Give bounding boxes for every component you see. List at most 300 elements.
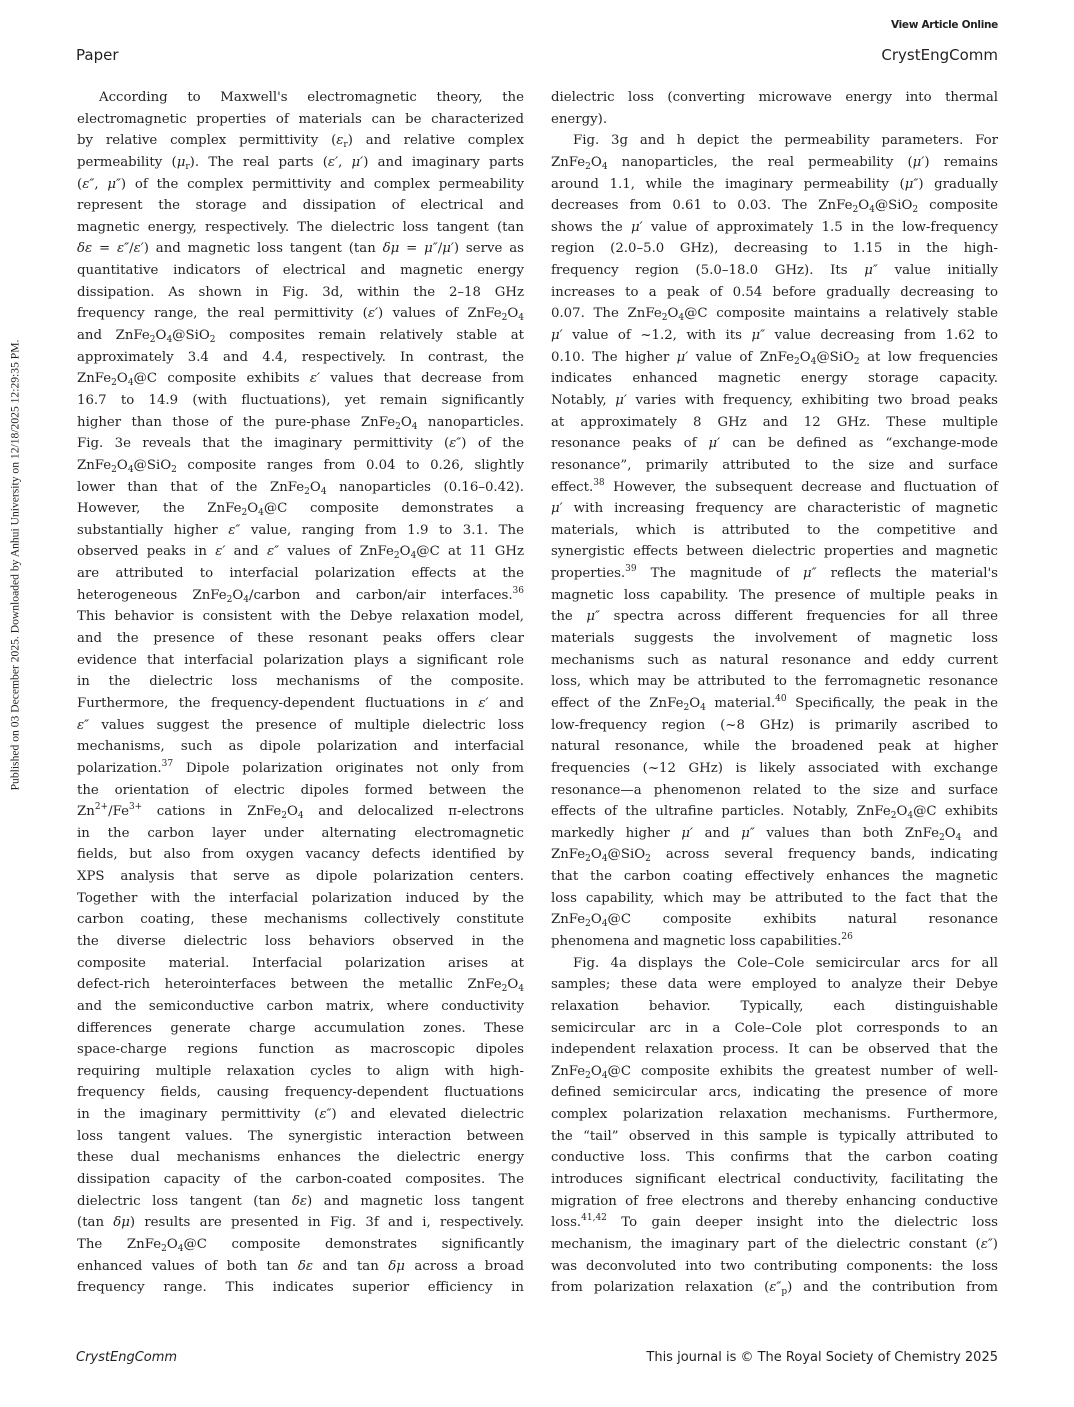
text-line — [77, 412, 524, 434]
text-run: values of ZnFe — [279, 544, 394, 560]
superscript[interactable]: 37 — [161, 758, 174, 769]
text-run: magnetic energy, respectively. The dielectric loss tangent (tan — [77, 219, 524, 235]
text-run: varies with frequency, exhibiting two broad peaks — [626, 392, 998, 408]
text-run: ) and the contribution from — [787, 1280, 998, 1296]
text-run: dissipation capacity of the carbon-coated composites. The — [77, 1172, 524, 1188]
text-run: Together with the interfacial polarization induced by the — [77, 890, 524, 906]
text-run: and the semiconductive carbon matrix, where conductivity — [77, 998, 524, 1014]
text-run: and — [488, 695, 524, 711]
text-line — [551, 1212, 998, 1234]
subscript: 4 — [297, 811, 304, 822]
text-run: The ZnFe — [77, 1236, 162, 1252]
text-run: are attributed to interfacial polarization effects at the — [77, 566, 524, 582]
subscript: 2 — [111, 378, 117, 389]
text-run: values suggest the presence of multiple dielectric loss — [89, 717, 524, 733]
math-symbol: μ″ — [751, 328, 766, 344]
text-line — [551, 282, 998, 304]
text-run: and — [225, 544, 267, 560]
text-run: O — [858, 198, 870, 214]
text-line — [551, 974, 998, 996]
text-run: @SiO — [172, 328, 210, 344]
superscript[interactable]: 40 — [775, 693, 787, 704]
text-run: @C composite exhibits — [133, 371, 310, 387]
text-run: loss tangent values. The synergistic interaction between — [77, 1128, 524, 1144]
text-line — [551, 368, 998, 390]
text-line — [551, 325, 998, 347]
text-run: O — [247, 501, 259, 517]
subscript: 2 — [226, 594, 233, 605]
subscript: 2 — [209, 335, 216, 346]
text-line — [551, 1234, 998, 1256]
text-line — [77, 909, 524, 931]
math-symbol: μ″ — [586, 609, 601, 625]
subscript: 4 — [955, 832, 962, 843]
text-run: these dual mechanisms enhances the dielectric energy — [77, 1150, 524, 1166]
text-line — [551, 844, 998, 866]
text-run: Notably, — [551, 392, 616, 408]
subscript: 4 — [601, 1070, 608, 1081]
text-run: observed peaks in — [77, 544, 216, 560]
text-run: ) gradually — [918, 176, 998, 192]
text-run: However, the subsequent decrease and fluctuation of — [604, 479, 998, 495]
text-run: dielectric loss (converting microwave energy into thermal — [551, 90, 998, 105]
text-line — [551, 238, 998, 260]
text-line — [77, 715, 524, 737]
subscript: 4 — [127, 464, 134, 475]
text-run: shows the — [551, 219, 632, 235]
text-run: fields, but also from oxygen vacancy defects identified by — [77, 847, 524, 863]
text-run: values that decrease from — [320, 371, 524, 387]
text-run: nanoparticles, the real permeability ( — [607, 154, 913, 170]
footer-journal-name: CrystEngComm — [76, 1350, 178, 1365]
math-symbol: ε″ — [228, 522, 241, 538]
text-line — [551, 1169, 998, 1191]
text-run: samples; these data were employed to analyze their Debye — [551, 977, 998, 993]
math-symbol: μ″ — [864, 263, 878, 279]
text-line — [77, 1277, 524, 1299]
text-run: across a broad — [404, 1258, 524, 1274]
text-run: ZnFe — [551, 847, 586, 863]
subscript: 2 — [241, 508, 248, 519]
text-line — [551, 628, 998, 650]
text-run: material. — [705, 695, 776, 711]
superscript[interactable]: 41,42 — [581, 1213, 607, 1224]
text-run: value decreasing from 1.62 to — [765, 328, 998, 344]
text-line — [551, 823, 998, 845]
text-column-right — [551, 87, 998, 1299]
subscript: r — [343, 140, 348, 151]
text-run: relaxation behavior. Typically, each distinguishable — [551, 998, 998, 1014]
text-run: ) serve as — [453, 241, 524, 257]
math-symbol: μ″ — [904, 176, 919, 192]
text-run: quantitative indicators of electrical and magnetic energy — [77, 263, 524, 279]
subscript: 2 — [645, 854, 651, 865]
text-run: composite ranges from 0.04 to 0.26, slightly — [176, 457, 524, 473]
text-line — [77, 325, 524, 347]
subscript: 4 — [907, 811, 914, 822]
text-line — [551, 1039, 998, 1061]
subscript: 2 — [939, 832, 945, 843]
text-run: spectra across different frequencies for all three — [600, 609, 998, 625]
text-run: O — [667, 306, 679, 322]
text-run: value initially — [877, 263, 998, 279]
text-run: that the carbon coating effectively enhances the magnetic — [551, 869, 998, 885]
math-symbol: δμ — [382, 241, 400, 257]
text-run: ) and magnetic loss tangent (tan — [143, 241, 383, 257]
text-line — [77, 974, 524, 996]
journal-name-header: CrystEngComm — [881, 46, 998, 64]
text-column-left — [77, 87, 524, 1299]
text-run: defect-rich heterointerfaces between the metallic ZnFe — [77, 977, 502, 993]
text-run: phenomena and magnetic loss capabilities. — [551, 933, 842, 949]
text-run: differences generate charge accumulation zones. These — [77, 1020, 524, 1036]
text-line — [77, 1191, 524, 1213]
text-run: Fig. 4a displays the Cole–Cole semicircular arcs for all — [573, 955, 998, 971]
text-run: polarization. — [77, 760, 162, 776]
text-run: / — [129, 241, 134, 257]
text-run: @C at 11 GHz — [416, 544, 524, 560]
text-line — [551, 715, 998, 737]
text-run: ) and magnetic loss tangent — [307, 1193, 524, 1209]
text-line — [551, 1061, 998, 1083]
text-line — [77, 931, 524, 953]
subscript: 2 — [395, 421, 401, 432]
text-run: ZnFe — [551, 1063, 586, 1079]
text-line — [77, 477, 524, 499]
subscript: 4 — [601, 854, 608, 865]
text-line — [551, 455, 998, 477]
text-run: frequency fields, causing frequency-dependent fluctuations — [77, 1085, 524, 1101]
text-line — [77, 866, 524, 888]
text-run: reflects the material's — [816, 566, 998, 582]
text-run: @C exhibits — [913, 804, 998, 820]
text-run: in the dielectric loss mechanisms of the composite. — [77, 674, 524, 690]
superscript[interactable]: 26 — [841, 931, 853, 942]
text-line — [551, 303, 998, 325]
text-line — [551, 780, 998, 802]
math-symbol: δε — [291, 1193, 308, 1209]
text-run: value of ZnFe — [688, 349, 794, 365]
text-run: @C composite demonstrates a — [263, 501, 524, 517]
text-run: O — [944, 825, 956, 841]
text-run: enhanced values of both tan — [77, 1258, 298, 1274]
subscript: 4 — [869, 205, 875, 216]
math-symbol: ε″ — [117, 241, 130, 257]
superscript[interactable]: 36 — [512, 585, 524, 596]
text-run: natural resonance, while the broadened peak at higher — [551, 739, 998, 755]
subscript: 4 — [320, 486, 327, 497]
subscript: 4 — [700, 702, 706, 713]
text-line — [77, 152, 524, 174]
math-symbol: μ′ — [351, 154, 364, 170]
subscript: 2 — [585, 854, 591, 865]
view-article-online-link[interactable]: View Article Online — [890, 19, 998, 31]
math-symbol: μ′ — [631, 219, 643, 235]
text-line — [551, 109, 998, 131]
text-run: effects of the ultrafine particles. Notably, ZnFe — [551, 804, 891, 820]
text-run: O — [399, 544, 411, 560]
text-run: /carbon and carbon/air interfaces. — [249, 587, 513, 603]
text-line — [77, 736, 524, 758]
superscript[interactable]: 2+ — [94, 802, 109, 813]
subscript: 2 — [683, 702, 690, 713]
text-line — [551, 650, 998, 672]
subscript: p — [781, 1287, 788, 1298]
subscript: 4 — [166, 335, 173, 346]
text-run: dissipation. As shown in Fig. 3d, within the 2–18 GHz — [77, 284, 524, 300]
footer-copyright: This journal is © The Royal Society of Chemistry 2025 — [646, 1350, 998, 1365]
math-symbol: ε″ — [449, 436, 462, 452]
math-symbol: ε′ — [215, 544, 226, 560]
text-run: ) remains — [924, 154, 998, 170]
math-symbol: ε″ — [266, 544, 280, 560]
text-run: indicates enhanced magnetic energy storage capacity. — [551, 371, 998, 387]
text-line — [77, 844, 524, 866]
text-line — [551, 801, 998, 823]
text-run: O — [896, 804, 908, 820]
text-run: space-charge regions function as macroscopic dipoles — [77, 1042, 524, 1058]
superscript[interactable]: 3+ — [128, 802, 143, 813]
text-run: ZnFe — [551, 912, 586, 928]
math-symbol: ε″ — [980, 1236, 993, 1252]
text-run: frequency range, the real permittivity ( — [77, 306, 368, 322]
text-line — [77, 238, 524, 260]
text-run: region (2.0–5.0 GHz), decreasing to 1.15 in the high- — [551, 241, 998, 257]
superscript[interactable]: 38 — [593, 477, 605, 488]
math-symbol: ε′ — [327, 154, 339, 170]
math-symbol: μ′ — [442, 241, 454, 257]
text-line — [77, 823, 524, 845]
math-symbol: δε — [297, 1258, 313, 1274]
text-line — [77, 563, 524, 585]
text-line — [551, 195, 998, 217]
text-run: properties. — [551, 566, 626, 582]
text-run: Furthermore, the frequency-dependent fluctuations in — [77, 695, 479, 711]
subscript: 2 — [171, 464, 177, 475]
text-run: resonance”, primarily attributed to the size and surface — [551, 457, 998, 473]
text-line — [551, 217, 998, 239]
text-run: the — [551, 609, 587, 625]
subscript: 4 — [518, 984, 524, 995]
text-run: / — [437, 241, 443, 257]
text-line — [77, 953, 524, 975]
text-run: and ZnFe — [77, 328, 150, 344]
text-run: (tan — [77, 1215, 114, 1231]
text-run: O — [799, 349, 811, 365]
math-symbol: μ — [176, 154, 186, 170]
text-run: markedly higher — [551, 825, 682, 841]
text-run: represent the storage and dissipation of electrical and — [77, 198, 524, 214]
text-run: @C composite exhibits the greatest number of well- — [607, 1063, 998, 1079]
text-run: , — [94, 176, 108, 192]
math-symbol: μ′ — [708, 436, 721, 452]
text-run: O — [155, 328, 167, 344]
subscript: 2 — [281, 811, 287, 822]
text-run: around 1.1, while the imaginary permeability ( — [551, 176, 905, 192]
text-run: substantially higher — [77, 522, 229, 538]
text-line — [77, 541, 524, 563]
subscript: 4 — [243, 594, 250, 605]
subscript: 4 — [127, 378, 134, 389]
subscript: 2 — [111, 464, 117, 475]
text-run: ) values of ZnFe — [378, 306, 502, 322]
text-line — [77, 606, 524, 628]
text-line — [77, 109, 524, 131]
text-run: low-frequency region (~8 GHz) is primarily ascribed to — [551, 717, 998, 733]
text-run: at approximately 8 GHz and 12 GHz. These multiple — [551, 414, 998, 430]
subscript: 2 — [661, 313, 668, 324]
text-line — [551, 477, 998, 499]
math-symbol: μ′ — [912, 154, 925, 170]
text-line — [551, 996, 998, 1018]
text-line — [77, 1104, 524, 1126]
subscript: 2 — [853, 356, 860, 367]
text-run: Dipole polarization originates not only from — [173, 760, 524, 776]
math-symbol: ε′ — [367, 306, 379, 322]
text-run: To gain deeper insight into the dielectric loss — [606, 1215, 998, 1231]
text-line — [77, 195, 524, 217]
text-run: carbon coating, these mechanisms collectively constitute — [77, 912, 524, 928]
subscript: 2 — [585, 1070, 591, 1081]
text-run: loss, which may be attributed to the ferromagnetic resonance — [551, 674, 998, 690]
text-run: This behavior is consistent with the Debye relaxation model, — [77, 609, 524, 625]
text-line — [551, 520, 998, 542]
subscript: 2 — [501, 984, 508, 995]
text-line — [77, 1018, 524, 1040]
text-line — [551, 174, 998, 196]
subscript: 4 — [810, 356, 817, 367]
text-line — [551, 412, 998, 434]
subscript: 4 — [177, 1243, 184, 1254]
text-line — [77, 87, 524, 109]
text-line — [77, 888, 524, 910]
text-line — [77, 433, 524, 455]
text-line — [551, 260, 998, 282]
text-run: loss capability, which may be attributed to the fact that the — [551, 890, 998, 906]
text-line — [551, 888, 998, 910]
text-line — [77, 130, 524, 152]
text-run: ) and imaginary parts — [363, 154, 524, 170]
text-run: and the presence of these resonant peaks offers clear — [77, 631, 524, 647]
text-line — [77, 693, 524, 715]
text-run: increases to a peak of 0.54 before gradually decreasing to — [551, 284, 998, 300]
text-run: O — [400, 414, 412, 430]
math-symbol: μ′ — [551, 501, 563, 517]
text-run: , — [338, 154, 352, 170]
text-line — [551, 1256, 998, 1278]
text-run: can be defined as “exchange-mode — [720, 436, 998, 452]
math-symbol: μ″ — [107, 176, 121, 192]
text-run: permeability ( — [77, 154, 177, 170]
text-run: @C composite maintains a relatively stable — [684, 306, 998, 322]
subscript: 2 — [890, 811, 897, 822]
text-line — [551, 390, 998, 412]
text-run: O — [590, 154, 602, 170]
subscript: r — [185, 161, 190, 172]
text-run: energy). — [551, 111, 608, 127]
text-line — [551, 87, 998, 109]
subscript: 4 — [601, 161, 608, 172]
math-symbol: δμ — [113, 1215, 130, 1231]
math-symbol: ε′ — [309, 371, 321, 387]
subscript: 2 — [793, 356, 800, 367]
text-run: O — [590, 847, 602, 863]
math-symbol: ε″ — [77, 717, 90, 733]
text-run: nanoparticles (0.16–0.42). — [326, 479, 524, 495]
text-run: nanoparticles. — [417, 414, 524, 430]
text-run: mechanism, the imaginary part of the dielectric constant ( — [551, 1236, 981, 1252]
subscript: 4 — [678, 313, 685, 324]
text-run: 0.10. The higher — [551, 349, 677, 365]
text-run: O — [507, 977, 519, 993]
text-run: O — [507, 306, 519, 322]
text-line — [77, 1212, 524, 1234]
text-run: The magnitude of — [636, 566, 803, 582]
text-run: defined semicircular arcs, indicating the presence of more — [551, 1085, 998, 1101]
text-line — [77, 1126, 524, 1148]
text-run: XPS analysis that serve as dipole polarization centers. — [77, 869, 524, 885]
text-line — [551, 433, 998, 455]
superscript[interactable]: 39 — [625, 564, 637, 575]
text-run: and — [693, 825, 742, 841]
text-run: 16.7 to 14.9 (with fluctuations), yet remain significantly — [77, 392, 524, 408]
text-line — [551, 1191, 998, 1213]
subscript: 2 — [585, 161, 591, 172]
text-line — [77, 780, 524, 802]
text-line — [551, 1126, 998, 1148]
text-run: migration of free electrons and thereby enhancing conductive — [551, 1193, 998, 1209]
text-run: decreases from 0.61 to 0.03. The ZnFe — [551, 198, 853, 214]
text-run: materials, which is attributed to the competitive and — [551, 522, 998, 538]
text-run: values than both ZnFe — [754, 825, 940, 841]
text-run: ) of the — [461, 436, 524, 452]
text-run: conductive loss. This confirms that the carbon coating — [551, 1150, 998, 1166]
subscript: 4 — [411, 421, 418, 432]
text-run: the “tail” observed in this sample is typically attributed to — [551, 1128, 998, 1144]
text-run: mechanisms such as natural resonance and eddy current — [551, 652, 998, 668]
text-run: resonance—a phenomenon related to the size and surface — [551, 782, 998, 798]
text-run: frequency range. This indicates superior efficiency in — [77, 1280, 524, 1296]
text-run: higher than those of the pure-phase ZnFe — [77, 414, 396, 430]
text-run: Fig. 3g and h depict the permeability parameters. For — [573, 133, 998, 149]
text-run: ZnFe — [77, 457, 112, 473]
text-line — [77, 801, 524, 823]
text-line — [77, 455, 524, 477]
text-run: evidence that interfacial polarization plays a significant role — [77, 652, 524, 668]
text-line — [551, 606, 998, 628]
math-symbol: ε″ — [82, 176, 95, 192]
text-run: O — [590, 912, 602, 928]
text-run: O — [116, 371, 128, 387]
text-run: ) results are presented in Fig. 3f and i, respectively. — [129, 1215, 525, 1231]
text-line — [551, 347, 998, 369]
text-run: ) — [992, 1236, 998, 1252]
text-run: across several frequency bands, indicating — [650, 847, 998, 863]
text-run: = — [92, 241, 117, 257]
text-run: O — [287, 804, 298, 820]
text-run: and delocalized π-electrons — [303, 804, 524, 820]
text-run: O — [232, 587, 244, 603]
subscript: 2 — [161, 1243, 167, 1254]
text-line — [77, 1039, 524, 1061]
text-line — [551, 1277, 998, 1299]
text-line — [77, 1147, 524, 1169]
text-line — [77, 1082, 524, 1104]
text-run: magnetic loss capability. The presence of multiple peaks in — [551, 587, 998, 603]
text-line — [77, 390, 524, 412]
text-run: However, the ZnFe — [77, 501, 242, 517]
text-run: was deconvoluted into two contributing components: the loss — [551, 1258, 998, 1274]
